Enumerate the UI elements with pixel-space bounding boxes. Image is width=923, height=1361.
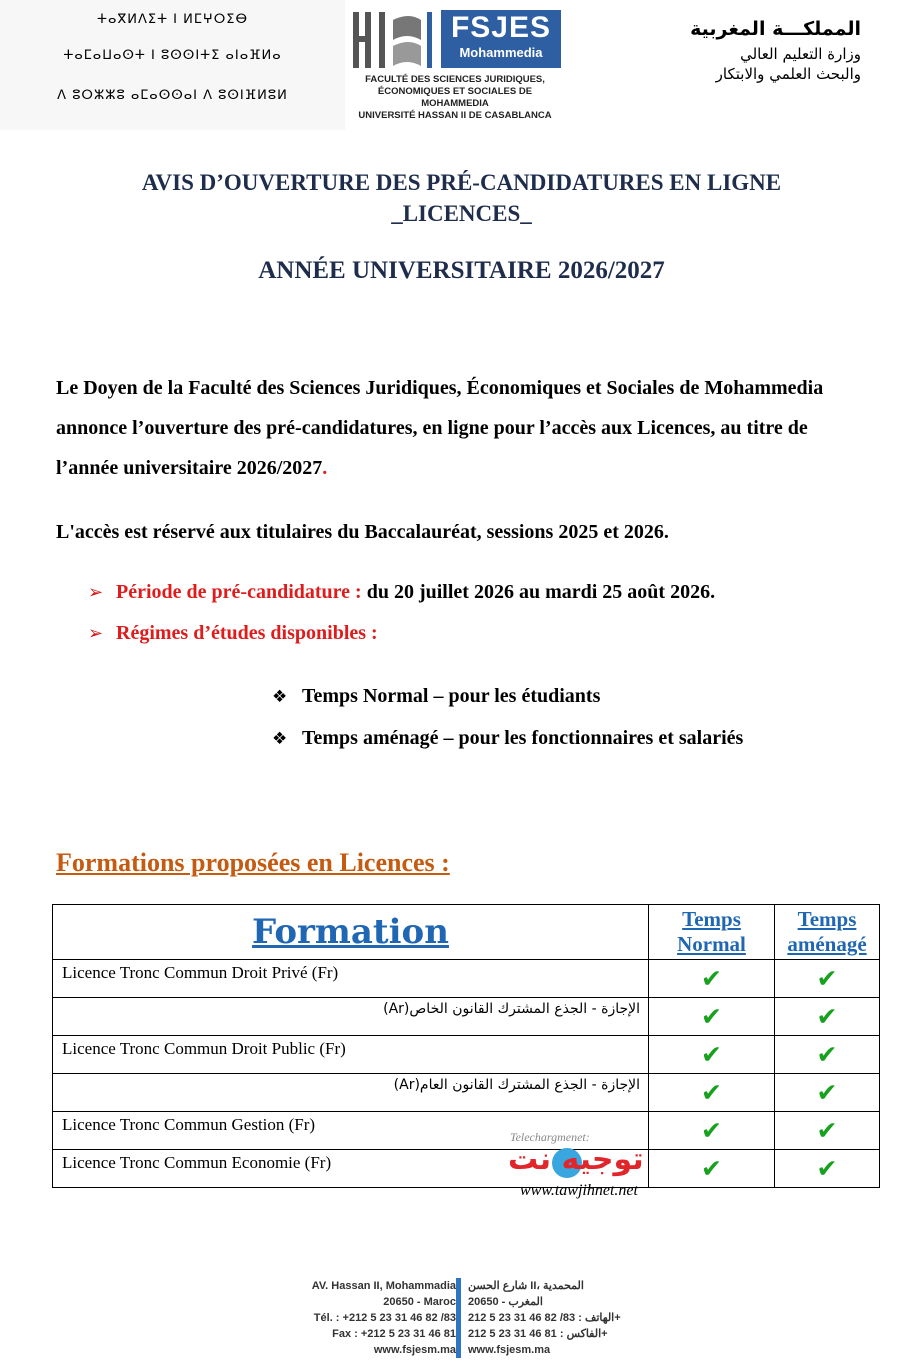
intro-period: . [322,457,328,479]
notice-title: AVIS D’OUVERTURE DES PRÉ-CANDIDATURES EN LIGNE [141,170,782,195]
period-value: du 20 juillet 2026 au mardi 25 août 2026. [366,581,716,603]
academic-year-title: ANNÉE UNIVERSITAIRE 2026/2027 [258,257,665,284]
formation-label: Licence Tronc Commun Economie (Fr) [53,1150,649,1188]
regimes-label: Régimes d’études disponibles : [116,622,378,644]
check-icon: ✔ [649,1150,775,1188]
tawjihnet-watermark [500,1130,700,1210]
check-icon: ✔ [775,960,880,998]
formation-label: Licence Tronc Commun Droit Privé (Fr) [53,960,649,998]
check-icon: ✔ [649,960,775,998]
footer-website[interactable]: www.fsjesm.ma [468,1344,551,1356]
formation-label: Licence Tronc Commun Gestion (Fr) [53,1112,649,1150]
check-icon: ✔ [775,1036,880,1074]
regimes-bullet [88,622,378,645]
check-icon: ✔ [649,998,775,1036]
watermark-brand: توجيه نت [508,1142,644,1177]
period-bullet [88,581,715,604]
fsjes-city: Mohammedia [459,45,543,60]
check-icon: ✔ [775,1074,880,1112]
table-row [53,1074,880,1112]
formations-table [52,904,880,1188]
check-icon: ✔ [649,1112,775,1150]
faculty-logo [345,8,565,120]
footer-line: الفاكس : 81 46 31 23 5 212+ [468,1328,608,1340]
arabic-header [641,14,861,84]
footer-divider [456,1278,461,1358]
regime-text: Temps aménagé – pour les fonctionnaires et salariés [302,727,744,749]
table-row [53,1036,880,1074]
footer-line: 20650 - المغرب [468,1296,543,1308]
intro-text: Le Doyen de la Faculté des Sciences Juridiques, Économiques et Sociales de Mohammedia annonce l’ouverture des pré-candidatures, en ligne pour l’accès aux Licences, au titre de l’année universitaire 2026/2027 [56,377,824,479]
table-row [53,1112,880,1150]
arrow-bullet-icon: ➢ [88,582,104,603]
arabic-header-ministry: وزارة التعليم العالي [740,45,861,63]
period-label: Période de pré-candidature : [116,581,362,603]
tifinagh-line-1: ⵜⴰⴳⵍⴷⵉⵜ ⵏ ⵍⵎⵖⵔⵉⴱ [96,12,249,27]
regime-item [272,727,743,750]
diamond-bullet-icon: ❖ [272,729,288,749]
access-paragraph: L'accès est réservé aux titulaires du Baccalauréat, sessions 2025 et 2026. [56,521,669,543]
check-icon: ✔ [649,1074,775,1112]
fsjes-name: FSJES [450,11,552,44]
column-header-formation: Formation [53,905,649,960]
column-header-normal [649,905,775,960]
tifinagh-line-3: ⴷ ⵓⵔⵣⵣⵓ ⴰⵎⴰⵙⵙⴰⵏ ⴷ ⵓⵙⵏⴼⵍⵓⵍ [57,88,288,103]
footer-arabic [468,1278,621,1358]
footer-line: Tél. : +212 5 23 31 46 82 /83 [313,1312,456,1324]
table-row [53,1150,880,1188]
logo-subtitle-line: UNIVERSITÉ HASSAN II DE CASABLANCA [358,110,552,121]
column-header-amenage [775,905,880,960]
watermark-caption: Telechargmenet: [510,1130,590,1144]
footer-line: AV. Hassan II, Mohammadia [311,1280,456,1292]
tifinagh-line-2: ⵜⴰⵎⴰⵡⴰⵙⵜ ⵏ ⵓⵙⵙⵏⵜⵉ ⴰⵏⴰⴼⵍⴰ [63,48,282,63]
footer-line: Fax : +212 5 23 31 46 81 [332,1328,456,1340]
regime-text: Temps Normal – pour les étudiants [302,685,601,707]
watermark-url[interactable]: www.tawjihnet.net [520,1182,638,1199]
check-icon: ✔ [775,1112,880,1150]
logo-subtitle-line: ÉCONOMIQUES ET SOCIALES DE MOHAMMEDIA [377,86,533,109]
footer-french [312,1278,456,1358]
footer-line: الهاتف : 83/ 82 46 31 23 5 212+ [468,1312,621,1324]
fsjes-badge [441,10,561,68]
footer-line: 20650 - Maroc [383,1296,456,1308]
arabic-header-ministry-2: والبحث العلمي والابتكار [715,65,861,83]
column-header-amenage-line2: aménagé [787,932,867,956]
logo-subtitle [345,74,565,122]
formation-label: الإجازة - الجذع المشترك القانون العام(Ar) [53,1074,649,1112]
footer-website[interactable]: www.fsjesm.ma [373,1344,456,1356]
notice-subtitle: _LICENCES_ [391,201,532,226]
footer-contact [260,1278,680,1358]
footer-line: شارع الحسن II، المحمدية [468,1280,584,1292]
column-header-amenage-line1: Temps [797,907,857,931]
column-header-normal-line2: Normal [677,932,746,956]
column-header-normal-line1: Temps [682,907,741,931]
regime-item [272,685,600,708]
check-icon: ✔ [775,998,880,1036]
table-header-row [53,905,880,960]
university-emblem-icon [349,10,437,70]
diamond-bullet-icon: ❖ [272,687,288,707]
arabic-header-kingdom: المملكـــة المغربية [690,18,861,40]
tifinagh-header [0,0,345,130]
formations-heading: Formations proposées en Licences : [56,848,450,877]
check-icon: ✔ [649,1036,775,1074]
formation-label: Licence Tronc Commun Droit Public (Fr) [53,1036,649,1074]
intro-paragraph [56,368,856,488]
logo-subtitle-line: FACULTÉ DES SCIENCES JURIDIQUES, [365,74,545,85]
formation-label: الإجازة - الجذع المشترك القانون الخاص(Ar) [53,998,649,1036]
table-row [53,998,880,1036]
table-row [53,960,880,998]
arrow-bullet-icon: ➢ [88,623,104,644]
check-icon: ✔ [775,1150,880,1188]
